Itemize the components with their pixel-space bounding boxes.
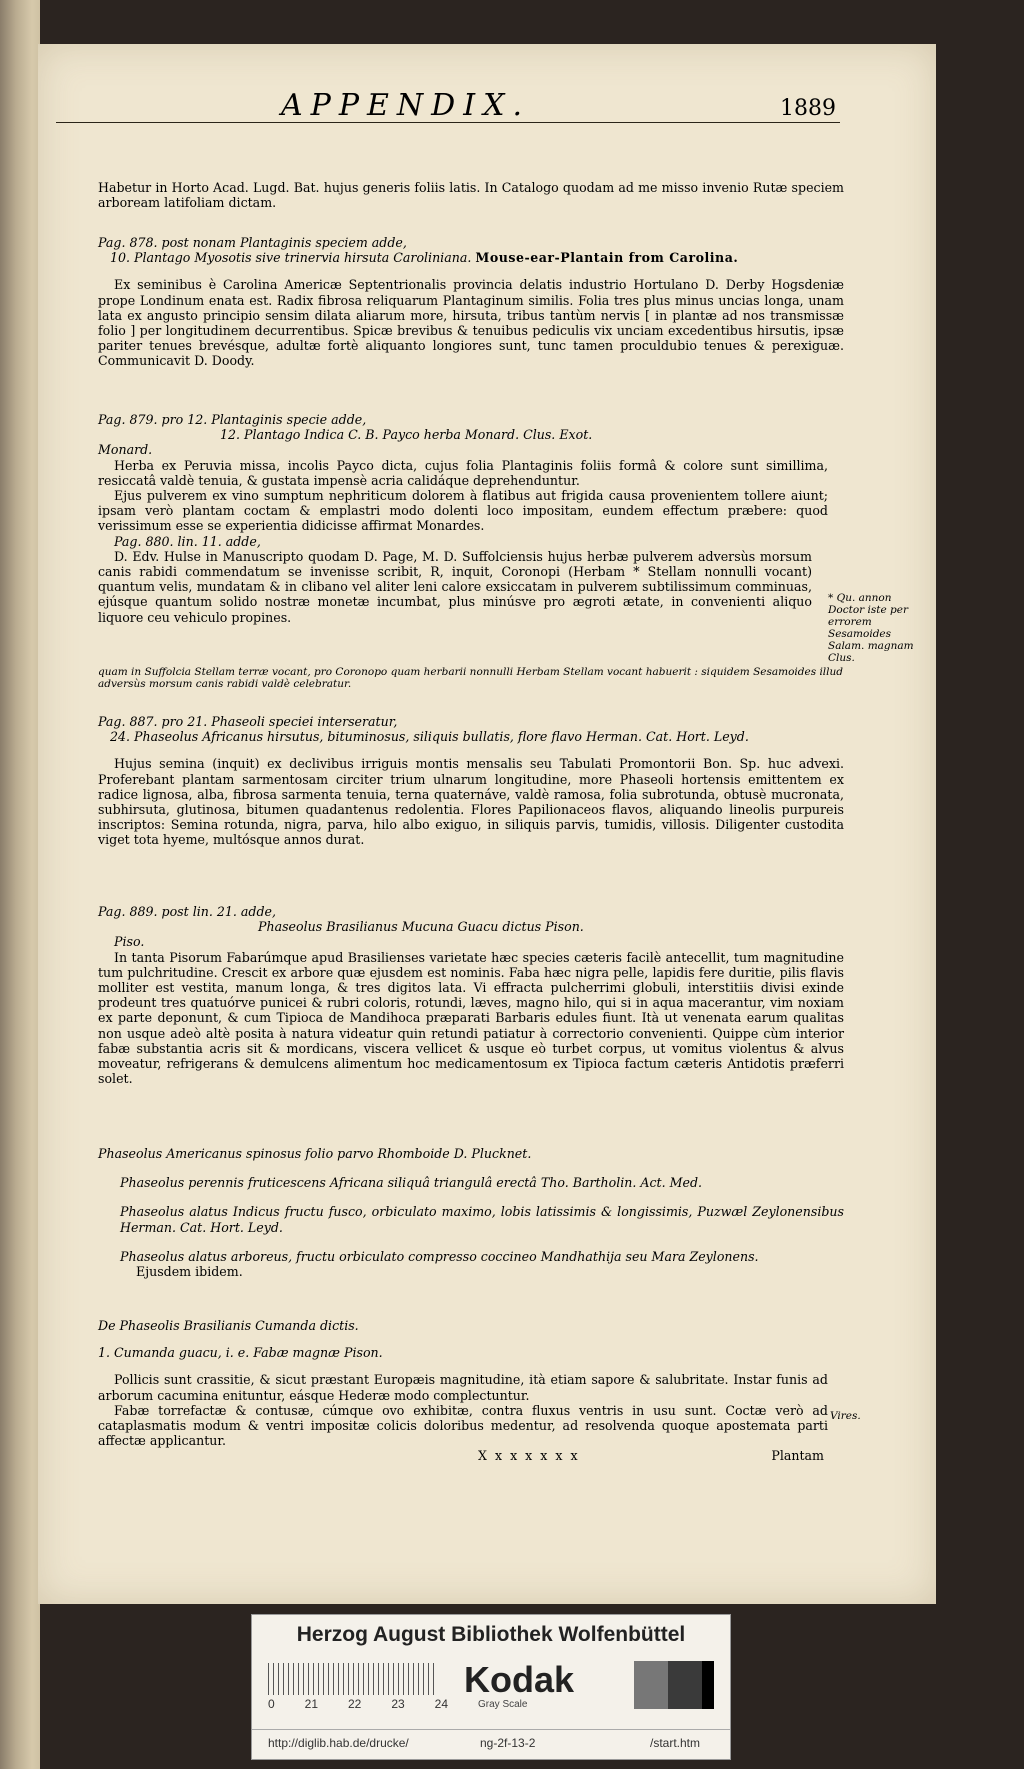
- gray-scale-label: Gray Scale: [478, 1699, 528, 1710]
- section-plantago-indica: [98, 412, 828, 625]
- synonym: Phaseolus alatus arboreus, fructu orbiculato compresso coccineo Mandhathija seu Mara Zeylonens.: [120, 1248, 759, 1264]
- section-ref: Pag. 887. pro 21. Phaseoli speciei interseratur,: [98, 714, 398, 729]
- body-text: Ejus pulverem ex vino sumptum nephriticum dolorem à flatibus aut frigida causa provenientem tollere aiunt; ipsam verò plantam coctam & emplastri modo dolenti loco impositam, eundem effectum præbere: quod verissimum esse se experientia didicisse affirmat Monardes.: [98, 488, 828, 534]
- signature-mark: X x x x x x x: [478, 1448, 580, 1464]
- margin-note: * Qu. annon Doctor iste per errorem Sesamoides Salam. magnam Clus.: [828, 592, 914, 664]
- author-label: Monard.: [98, 442, 153, 458]
- english-name: Mouse-ear-Plantain from Carolina.: [475, 250, 739, 266]
- synonym: Phaseolus perennis fruticescens Africana siliquâ triangulâ erectâ Tho. Bartholin. Act. Med.: [120, 1175, 703, 1191]
- subheading: De Phaseolis Brasilianis Cumanda dictis.: [98, 1318, 359, 1333]
- gray-patch: [702, 1661, 714, 1709]
- section-plantago-myosotis: [98, 235, 844, 369]
- scale-number: 22: [347, 1697, 362, 1711]
- scale-number: 21: [304, 1697, 319, 1711]
- catchword: Plantam: [771, 1448, 824, 1464]
- running-title: APPENDIX.: [281, 88, 530, 123]
- body-text: Ex seminibus è Carolina Americæ Septentrionalis provincia delatis industrio Hortulano D. Derby Hogsdeniæ prope Londinum enata est. Radix fibrosa reliquarum Plantaginum similis. Folia tres plus minus uncias longa, unam lata ex angusto principio sensim dilata aliarum more, hirsuta, tribus tantùm nervis [ in plantæ ad nos transmissæ folio ] per longitudinem decurrentibus. Spicæ brevibus & tenuibus pediculis vix unciam excedentibus hirsutis, ipsæ pariter tenues brevésque, adultæ fortè aliquanto longiores sunt, tunc tamen proculdubio tenues & perexiguæ. Communicavit D. Doody.: [98, 277, 844, 369]
- url-text: http://diglib.hab.de/drucke/: [268, 1736, 409, 1750]
- species-name: 1. Cumanda guacu, i. e. Fabæ magnæ Pison.: [98, 1345, 383, 1361]
- synonym: Phaseolus Americanus spinosus folio parvo Rhomboide D. Plucknet.: [98, 1146, 532, 1161]
- start-path: /start.htm: [650, 1736, 701, 1750]
- intro-paragraph: Habetur in Horto Acad. Lugd. Bat. hujus generis foliis latis. In Catalogo quodam ad me misso invenio Rutæ speciem arboream latifoliam dictam.: [98, 180, 844, 211]
- url-row: [252, 1729, 730, 1756]
- ruler-scale: [268, 1663, 438, 1695]
- page-number: 1889: [780, 96, 836, 121]
- species-name: 12. Plantago Indica C. B. Payco herba Monard. Clus. Exot.: [220, 427, 593, 443]
- gray-patch: [634, 1661, 668, 1709]
- section-cumanda: [98, 1318, 828, 1464]
- scale-number: 24: [434, 1697, 448, 1711]
- record-id: ng-2f-13-2: [480, 1736, 536, 1750]
- kodak-logo: Kodak: [464, 1659, 575, 1700]
- author-label: Piso.: [114, 934, 145, 950]
- body-text: In tanta Pisorum Fabarúmque apud Brasilienses varietate hæc species cæteris facilè antecellit, tum magnitudine tum pulchritudine. Crescit ex arbore quæ ejusdem est nominis. Faba hæc nigra pelle, lapidis fere duritie, pilis flavis molliter est vestita, manum longa, & tres digitos lata. Vi effracta pulcherrimi globuli, interstitiis divisi exinde prodeunt tres quatuórve punicei & rubri coloris, rotundi, læves, magno hilo, qui si in aqua macerantur, vim noxiam ex parte deponunt, & cum Tipioca de Mandihoca præparati Barbaris edules fiunt. Ità ut venenata earum qualitas non usque adeò altè posita à natura videatur quin retundi patiatur à correctorio convenienti. Quippe cùm interior fabæ substantia acris sit & mordicans, viscera vellicet & usque eò turbet corpus, ut vomitus violentus & alvus moveatur, refrigerans & demulcens alimentum hoc medicamentosum ex Tipioca factum cæteris Antidotis præferri solet.: [98, 949, 844, 1087]
- body-text: D. Edv. Hulse in Manuscripto quodam D. Page, M. D. Suffolciensis hujus herbæ pulverem adversùs morsum canis rabidi commendatum se invenisse scribit, R, inquit, Coronopi (Herbam * Stellam nonnulli vocant) quantum velis, mundatam & in clibano vel aliter leni calore exsiccatam in pulverem subtilissimum comminuas, ejúsque quantum solido nostræ monetæ incumbat, plus minúsve pro ægroti ætate, in convenienti aliquo liquore ceu vehiculo propines.: [98, 548, 812, 625]
- body-text: Herba ex Peruvia missa, incolis Payco dicta, cujus folia Plantaginis foliis formâ & colore sunt simillima, resiccatâ valdè tenuia, & gustata impensè acria calidáque deprehenduntur.: [98, 457, 828, 488]
- synonym-list: [98, 1146, 844, 1279]
- scale-number: 23: [391, 1697, 405, 1711]
- body-text: Hujus semina (inquit) ex declivibus irriguis montis mensalis seu Tabulati Promontorii Bon. Sp. huc advexi. Proferebant plantam sarmentosam circiter trium ulnarum longitudine, more Phaseoli hortensis emittentem ex radice lignosa, alba, fibrosa sarmenta tenuia, terna quaternáve, valdè ramosa, folia subrotunda, obtusè mucronata, subhirsuta, glutinosa, bitumen quadantenus redolentia. Flores Papilionaceos flavos, aliquando lineolis purpureis inscriptos: Semina rotunda, nigra, parva, hilo albo exiguo, in siliquis parvis, tumidis, villosis. Diligenter custodita viget tota hyeme, multósque annos durat.: [98, 756, 844, 848]
- scale-numbers: [268, 1697, 448, 1711]
- synonym: Ejusdem ibidem.: [136, 1264, 243, 1280]
- footnote: quam in Suffolcia Stellam terræ vocant, pro Coronopo quam herbarii nonnulli Herbam Stellam vocant habuerit : siquidem Sesamoides illud adversùs morsum canis rabidi valdè celebratur.: [98, 666, 844, 690]
- library-name: Herzog August Bibliothek Wolfenbüttel: [296, 1623, 686, 1646]
- section-ref: Pag. 879. pro 12. Plantaginis specie adde,: [98, 412, 367, 427]
- book-edge: [0, 0, 40, 1769]
- section-phaseolus-africanus: [98, 714, 844, 848]
- library-scan-card: [251, 1614, 731, 1760]
- section-ref: Pag. 880. lin. 11. adde,: [114, 533, 261, 549]
- synonym: Phaseolus alatus Indicus fructu fusco, orbiculato maximo, lobis latissimis & longissimis, Puzwæl Zeylonensibus Herman. Cat. Hort. Leyd.: [120, 1204, 844, 1235]
- species-name: 10. Plantago Myosotis sive trinervia hirsuta Caroliniana.: [110, 250, 472, 266]
- scale-number: 0: [268, 1697, 275, 1711]
- species-name: Phaseolus Brasilianus Mucuna Guacu dictus Pison.: [258, 919, 584, 935]
- section-phaseolus-brasilianus: [98, 904, 844, 1086]
- body-text: Fabæ torrefactæ & contusæ, cúmque ovo exhibitæ, contra fluxus ventris in usu sunt. Coctæ verò ad cataplasmatis modum & ventri impositæ colicis doloribus medentur, ad resolvenda quoque apostemata parti affectæ applicantur.: [98, 1402, 828, 1449]
- species-name: 24. Phaseolus Africanus hirsutus, bituminosus, siliquis bullatis, flore flavo Herman. Cat. Hort. Leyd.: [110, 729, 749, 745]
- page-header: [56, 88, 840, 123]
- body-text: Pollicis sunt crassitie, & sicut præstant Europæis magnitudine, ità etiam sapore & salubritate. Instar funis ad arborum cacumina enituntur, eásque Hederæ modo complectuntur.: [98, 1372, 828, 1403]
- gray-patch: [668, 1661, 702, 1709]
- section-ref: Pag. 878. post nonam Plantaginis speciem adde,: [98, 235, 407, 250]
- section-ref: Pag. 889. post lin. 21. adde,: [98, 904, 276, 919]
- margin-note: Vires.: [830, 1410, 861, 1422]
